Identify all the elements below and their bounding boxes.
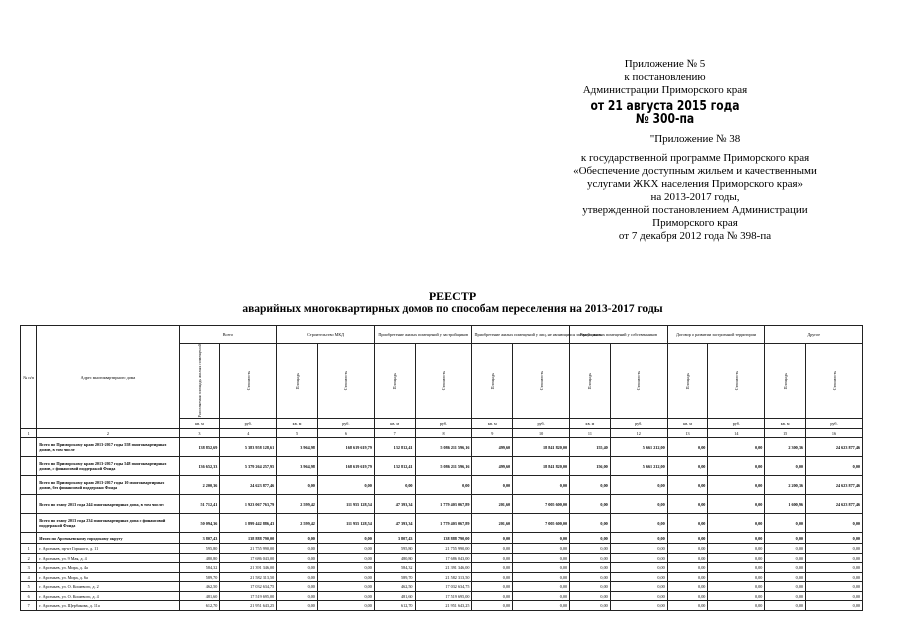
row-value: 0,00 [570, 582, 611, 592]
row-value: 17 686 043,00 [415, 553, 472, 563]
unit-rub: руб. [610, 419, 667, 429]
header-date: от 21 августа 2015 года № 300-па [590, 99, 740, 127]
row-value: 0,00 [667, 514, 708, 533]
row-value: 0,00 [570, 544, 611, 554]
subheader-cost: Стоимость [317, 344, 374, 419]
row-value: 0,00 [806, 591, 863, 601]
row-value: 5 379 264 257,95 [220, 457, 277, 476]
unit-rub: руб. [415, 419, 472, 429]
program-appendix [530, 133, 860, 243]
row-address: Всего по Приморскому краю 2013-2017 годы 558 многоквартирных домов, в том числе [37, 438, 179, 457]
row-value: 0,00 [317, 533, 374, 544]
group-header-other: Другое [765, 326, 863, 344]
row-value: 168 619 619,79 [317, 438, 374, 457]
row-value: 0,00 [277, 582, 318, 592]
title-subtitle: аварийных многоквартирных домов по способам переселения на 2013-2017 годы [242, 303, 663, 315]
row-value: 0,00 [277, 553, 318, 563]
row-number: 5 [21, 582, 37, 592]
row-value: 0,00 [667, 563, 708, 573]
row-value: 0,00 [317, 582, 374, 592]
column-number: 2 [37, 429, 179, 438]
row-value: 7 005 600,00 [513, 514, 570, 533]
unit-rub: руб. [317, 419, 374, 429]
row-value: 0,00 [570, 495, 611, 514]
row-value: 138 852,69 [179, 438, 220, 457]
header-line-1: Приложение № 5 [624, 58, 706, 70]
row-value: 0,00 [806, 582, 863, 592]
row-value: 0,00 [513, 591, 570, 601]
unit-rub: руб. [708, 419, 765, 429]
row-value: 17 686 043,00 [220, 553, 277, 563]
subheader-area: Площадь [667, 344, 708, 419]
subheader-cost: Стоимость [415, 344, 472, 419]
row-value: 595,80 [179, 544, 220, 554]
row-value: 0,00 [610, 572, 667, 582]
row-value: 132 812,41 [374, 438, 415, 457]
unit-m2: кв. м [472, 419, 513, 429]
row-value: 499,60 [472, 457, 513, 476]
unit-m2: кв. м [179, 419, 220, 429]
col-address-header: Адрес многоквартирного дома [37, 326, 179, 429]
appendix-line-7: Приморского края [652, 217, 738, 229]
row-value: 0,00 [708, 533, 765, 544]
row-value: 589,70 [374, 572, 415, 582]
row-value: 21 755 990,00 [415, 544, 472, 554]
row-value: 589,70 [179, 572, 220, 582]
row-value: 168 619 619,79 [317, 457, 374, 476]
row-value: 612,70 [179, 601, 220, 611]
subheader-cost: Стоимость [806, 344, 863, 419]
subheader-area: Площадь [765, 344, 806, 419]
row-number [21, 438, 37, 457]
row-value: 0,00 [610, 533, 667, 544]
row-value: 1 899 442 886,43 [220, 514, 277, 533]
row-value: 0,00 [667, 476, 708, 495]
row-value: 24 623 877,46 [806, 476, 863, 495]
row-value: 0,00 [610, 476, 667, 495]
registry-table-body [21, 429, 863, 611]
row-value: 0,00 [708, 457, 765, 476]
group-header-total: Всего [179, 326, 277, 344]
row-value: 462,50 [374, 582, 415, 592]
row-value: 0,00 [513, 544, 570, 554]
unit-rub: руб. [513, 419, 570, 429]
row-value: 201,60 [472, 495, 513, 514]
row-number: 7 [21, 601, 37, 611]
table-row [21, 563, 863, 573]
row-value: 0,00 [806, 533, 863, 544]
row-value: 5 661 212,00 [610, 457, 667, 476]
row-value: 21 755 990,00 [220, 544, 277, 554]
table-row [21, 495, 863, 514]
appendix-line-3: «Обеспечение доступным жильем и качественными [573, 165, 817, 177]
row-address: г. Арсеньев, ул. Мира, д. 4а [37, 563, 179, 573]
row-value: 0,00 [317, 563, 374, 573]
row-value: 0,00 [570, 572, 611, 582]
row-number [21, 533, 37, 544]
row-value: 481,60 [374, 591, 415, 601]
row-value: 155,40 [570, 438, 611, 457]
row-value: 0,00 [317, 553, 374, 563]
subheader-cost: Стоимость [708, 344, 765, 419]
subheader-resettled-area: Расселяемая площадь жилых помещений [179, 344, 220, 419]
row-value: 5 086 211 596,16 [415, 438, 472, 457]
table-row [21, 553, 863, 563]
group-header-non-developer: Приобретение жилых помещений у лиц, не являющихся застройщиком [472, 326, 570, 344]
row-value: 0,00 [765, 533, 806, 544]
row-value: 612,70 [374, 601, 415, 611]
appendix-line-2: к государственной программе Приморского края [580, 152, 810, 164]
row-number: 6 [21, 591, 37, 601]
row-value: 0,00 [667, 601, 708, 611]
row-value: 0,00 [472, 591, 513, 601]
group-header-buyout: Выкуп жилых помещений у собственников [570, 326, 668, 344]
row-value: 0,00 [277, 572, 318, 582]
row-value: 0,00 [317, 572, 374, 582]
row-value: 0,00 [667, 582, 708, 592]
column-number: 4 [220, 429, 277, 438]
row-value: 2 300,36 [765, 438, 806, 457]
row-value: 0,00 [765, 563, 806, 573]
row-value: 0,00 [765, 544, 806, 554]
row-number: 2 [21, 553, 37, 563]
row-value: 3 964,98 [277, 457, 318, 476]
row-value: 0,00 [513, 601, 570, 611]
row-value: 17 032 634,75 [220, 582, 277, 592]
row-value: 0,00 [806, 544, 863, 554]
group-header-developer: Приобретение жилых помещений у застройщиков [374, 326, 472, 344]
row-value: 111 955 128,54 [317, 495, 374, 514]
column-number: 10 [513, 429, 570, 438]
row-value: 201,60 [472, 514, 513, 533]
row-value: 0,00 [610, 553, 667, 563]
row-value: 21 951 643,25 [220, 601, 277, 611]
row-value: 0,00 [317, 591, 374, 601]
row-value: 0,00 [765, 514, 806, 533]
row-value: 462,50 [179, 582, 220, 592]
row-value: 0,00 [610, 514, 667, 533]
row-value: 24 623 877,46 [806, 495, 863, 514]
row-value: 0,00 [765, 457, 806, 476]
row-value: 0,00 [708, 544, 765, 554]
table-row [21, 476, 863, 495]
column-number: 8 [415, 429, 472, 438]
row-value: 480,80 [179, 553, 220, 563]
row-value: 0,00 [472, 476, 513, 495]
column-numbers-row [21, 429, 863, 438]
row-number [21, 457, 37, 476]
column-number: 14 [708, 429, 765, 438]
row-value: 499,60 [472, 438, 513, 457]
row-value: 5 661 212,00 [610, 438, 667, 457]
row-value: 0,00 [415, 476, 472, 495]
row-value: 0,00 [570, 591, 611, 601]
row-address: Итого по Арсеньевскому городскому округу [37, 533, 179, 544]
row-value: 0,00 [472, 601, 513, 611]
row-value: 2 200,36 [765, 476, 806, 495]
row-value: 0,00 [708, 553, 765, 563]
row-value: 2 200,36 [179, 476, 220, 495]
row-number: 4 [21, 572, 37, 582]
row-value: 0,00 [570, 476, 611, 495]
row-value: 584,32 [374, 563, 415, 573]
row-value: 132 812,41 [374, 457, 415, 476]
row-value: 0,00 [667, 572, 708, 582]
title-registry: РЕЕСТР [428, 289, 477, 303]
col-number-header: № п/п [21, 326, 37, 429]
row-value: 0,00 [806, 553, 863, 563]
row-value: 24 623 877,46 [220, 476, 277, 495]
column-number: 11 [570, 429, 611, 438]
row-value: 24 623 877,46 [806, 438, 863, 457]
row-value: 0,00 [277, 591, 318, 601]
row-value: 51 712,41 [179, 495, 220, 514]
row-value: 3 807,43 [179, 533, 220, 544]
row-value: 0,00 [317, 601, 374, 611]
row-value: 0,00 [765, 572, 806, 582]
row-value: 156,00 [570, 457, 611, 476]
row-value: 0,00 [570, 514, 611, 533]
row-value: 0,00 [472, 563, 513, 573]
row-value: 0,00 [570, 533, 611, 544]
row-value: 47 393,34 [374, 514, 415, 533]
row-value: 0,00 [708, 514, 765, 533]
row-value: 0,00 [513, 572, 570, 582]
table-row [21, 533, 863, 544]
row-value: 0,00 [765, 582, 806, 592]
row-number: 3 [21, 563, 37, 573]
document-title [0, 290, 905, 316]
row-address: г. Арсеньев, ул. О. Кошевого, д. 2 [37, 582, 179, 592]
column-number: 1 [21, 429, 37, 438]
row-value: 0,00 [472, 582, 513, 592]
row-value: 0,00 [806, 563, 863, 573]
row-value: 0,00 [708, 582, 765, 592]
row-value: 0,00 [277, 476, 318, 495]
subheader-area: Площадь [374, 344, 415, 419]
subheader-cost: Стоимость [220, 344, 277, 419]
row-value: 0,00 [667, 533, 708, 544]
row-value: 0,00 [513, 563, 570, 573]
row-value: 0,00 [806, 601, 863, 611]
row-value: 0,00 [472, 544, 513, 554]
row-value: 0,00 [806, 514, 863, 533]
row-value: 0,00 [610, 582, 667, 592]
row-value: 0,00 [708, 495, 765, 514]
row-value: 0,00 [374, 476, 415, 495]
row-value: 0,00 [570, 563, 611, 573]
column-number: 15 [765, 429, 806, 438]
row-value: 17 519 695,00 [415, 591, 472, 601]
unit-m2: кв. м [765, 419, 806, 429]
row-value: 136 652,33 [179, 457, 220, 476]
row-value: 1 779 403 067,89 [415, 495, 472, 514]
row-value: 5 086 211 596,16 [415, 457, 472, 476]
row-value: 0,00 [277, 563, 318, 573]
row-address: г. Арсеньев, ул. 9 Мая, д. 4 [37, 553, 179, 563]
row-value: 2 599,42 [277, 514, 318, 533]
appendix-line-5: на 2013-2017 годы, [650, 191, 740, 203]
row-value: 481,60 [179, 591, 220, 601]
row-value: 0,00 [610, 601, 667, 611]
table-row [21, 514, 863, 533]
row-value: 18 841 820,00 [513, 438, 570, 457]
table-row [21, 601, 863, 611]
row-value: 0,00 [667, 591, 708, 601]
row-value: 0,00 [765, 601, 806, 611]
row-value: 0,00 [472, 553, 513, 563]
row-address: Всего по этапу 2013 года 244 многоквартирных дома, в том числе: [37, 495, 179, 514]
unit-rub: руб. [220, 419, 277, 429]
header-line-3: Администрации Приморского края [582, 84, 748, 96]
row-value: 0,00 [472, 533, 513, 544]
appendix-line-4: услугами ЖКХ населения Приморского края» [586, 178, 804, 190]
column-number: 5 [277, 429, 318, 438]
column-number: 16 [806, 429, 863, 438]
row-number: 1 [21, 544, 37, 554]
row-value: 47 393,34 [374, 495, 415, 514]
row-address: Всего по Приморскому краю 2013-2017 годы 10 многоквартирных домов, без финансовой поддержки Фонда [37, 476, 179, 495]
row-address: г. Арсеньев, ул. О. Кошевого, д. 4 [37, 591, 179, 601]
row-value: 0,00 [610, 544, 667, 554]
row-value: 21 582 313,50 [415, 572, 472, 582]
row-value: 0,00 [472, 572, 513, 582]
unit-m2: кв. м [277, 419, 318, 429]
row-value: 0,00 [513, 553, 570, 563]
registry-table [20, 325, 863, 611]
row-value: 595,80 [374, 544, 415, 554]
row-value: 584,32 [179, 563, 220, 573]
column-number: 6 [317, 429, 374, 438]
row-value: 0,00 [277, 601, 318, 611]
row-value: 0,00 [277, 533, 318, 544]
column-number: 12 [610, 429, 667, 438]
row-value: 0,00 [667, 438, 708, 457]
row-value: 1 779 403 067,89 [415, 514, 472, 533]
unit-rub: руб. [806, 419, 863, 429]
row-value: 3 964,98 [277, 438, 318, 457]
row-value: 0,00 [277, 544, 318, 554]
column-number: 3 [179, 429, 220, 438]
row-address: г. Арсеньев, ул. Мира, д. 6а [37, 572, 179, 582]
row-value: 0,00 [667, 495, 708, 514]
row-value: 0,00 [610, 563, 667, 573]
appendix-line-1: "Приложение № 38 [649, 133, 741, 145]
row-value: 0,00 [570, 553, 611, 563]
row-number [21, 495, 37, 514]
row-value: 0,00 [570, 601, 611, 611]
row-value: 0,00 [765, 553, 806, 563]
row-value: 7 005 600,00 [513, 495, 570, 514]
row-value: 0,00 [708, 572, 765, 582]
unit-m2: кв. м [667, 419, 708, 429]
table-row [21, 591, 863, 601]
row-value: 138 888 790,00 [415, 533, 472, 544]
row-value: 0,00 [513, 533, 570, 544]
row-value: 3 807,43 [374, 533, 415, 544]
column-number: 9 [472, 429, 513, 438]
group-header-construction: Строительство МКД [277, 326, 375, 344]
row-value: 0,00 [708, 601, 765, 611]
row-value: 0,00 [708, 591, 765, 601]
row-value: 1 600,96 [765, 495, 806, 514]
row-value: 0,00 [667, 553, 708, 563]
row-value: 18 841 820,00 [513, 457, 570, 476]
row-value: 0,00 [667, 544, 708, 554]
row-value: 0,00 [667, 457, 708, 476]
row-value: 0,00 [806, 572, 863, 582]
resolution-header [575, 58, 755, 126]
subheader-area: Площадь [570, 344, 611, 419]
row-value: 0,00 [765, 591, 806, 601]
row-value: 50 094,36 [179, 514, 220, 533]
row-number [21, 514, 37, 533]
row-value: 0,00 [708, 476, 765, 495]
column-number: 13 [667, 429, 708, 438]
row-value: 0,00 [610, 591, 667, 601]
row-value: 0,00 [708, 563, 765, 573]
table-row [21, 438, 863, 457]
row-value: 21 391 346,00 [220, 563, 277, 573]
row-value: 480,80 [374, 553, 415, 563]
table-row [21, 572, 863, 582]
appendix-line-6: утвержденной постановлением Администрации [582, 204, 808, 216]
subheader-cost: Стоимость [610, 344, 667, 419]
unit-m2: кв. м [374, 419, 415, 429]
unit-m2: кв. м [570, 419, 611, 429]
row-value: 0,00 [708, 438, 765, 457]
row-value: 138 888 790,00 [220, 533, 277, 544]
row-value: 0,00 [513, 476, 570, 495]
row-number [21, 476, 37, 495]
row-value: 21 582 313,50 [220, 572, 277, 582]
row-value: 0,00 [806, 457, 863, 476]
row-address: г. Арсеньев, ул. Щербакова, д. 11а [37, 601, 179, 611]
row-value: 0,00 [317, 476, 374, 495]
row-address: Всего по этапу 2013 года 234 многоквартирных дома с финансовой поддержкой Фонда [37, 514, 179, 533]
table-row [21, 582, 863, 592]
table-row [21, 457, 863, 476]
row-value: 17 519 695,00 [220, 591, 277, 601]
subheader-cost: Стоимость [513, 344, 570, 419]
group-header-development: Договор о развитии застроенной территории [667, 326, 765, 344]
column-number: 7 [374, 429, 415, 438]
row-value: 0,00 [317, 544, 374, 554]
row-value: 5 383 958 128,61 [220, 438, 277, 457]
subheader-area: Площадь [472, 344, 513, 419]
row-value: 1 923 067 763,79 [220, 495, 277, 514]
row-address: Всего по Приморскому краю 2013-2017 годы 548 многоквартирных домов, с финансовой поддержкой Фонда [37, 457, 179, 476]
row-address: г. Арсеньев, пр-кт Горького, д. 11 [37, 544, 179, 554]
row-value: 21 951 643,25 [415, 601, 472, 611]
row-value: 17 032 634,75 [415, 582, 472, 592]
row-value: 2 599,42 [277, 495, 318, 514]
row-value: 21 391 346,00 [415, 563, 472, 573]
subheader-area: Площадь [277, 344, 318, 419]
row-value: 111 955 128,54 [317, 514, 374, 533]
row-value: 0,00 [513, 582, 570, 592]
header-line-2: к постановлению [624, 71, 706, 83]
appendix-line-8: от 7 декабря 2012 года № 398-па [618, 230, 772, 242]
table-row [21, 544, 863, 554]
row-value: 0,00 [610, 495, 667, 514]
